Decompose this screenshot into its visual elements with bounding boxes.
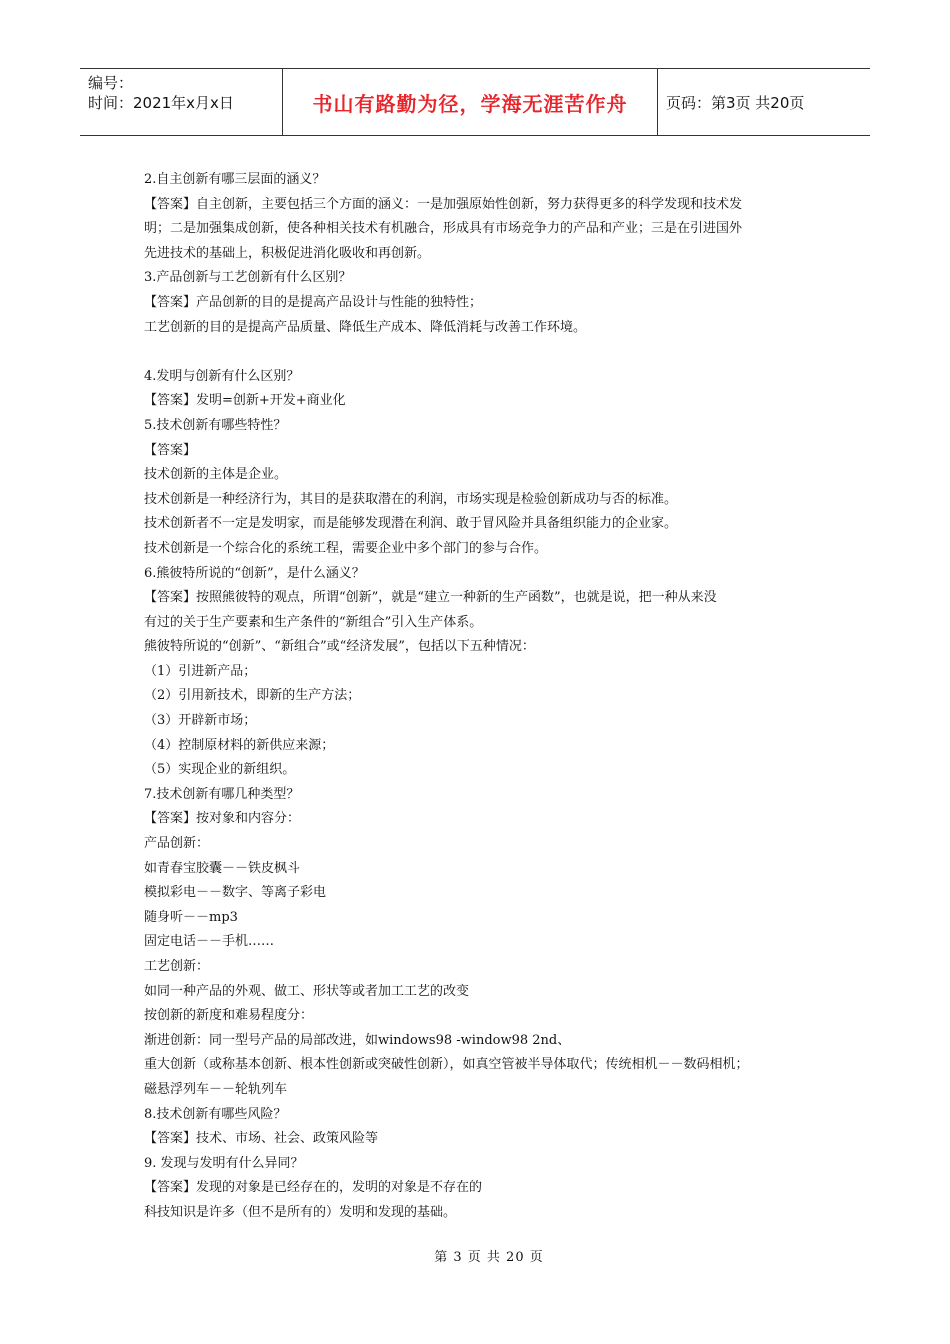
text-line: 如青春宝胶囊－－铁皮枫斗 bbox=[144, 860, 301, 876]
text-line: 磁悬浮列车－－轮轨列车 bbox=[144, 1081, 288, 1097]
text-line: （2）引用新技术，即新的生产方法； bbox=[144, 688, 361, 704]
text-line: 技术创新是一种经济行为，其目的是获取潜在的利润，市场实现是检验创新成功与否的标准。 bbox=[144, 491, 678, 507]
text-line: 按创新的新度和难易程度分： bbox=[144, 1008, 314, 1024]
text-line: 技术创新的主体是企业。 bbox=[144, 467, 288, 483]
page-header bbox=[80, 68, 870, 136]
text-line: 7.技术创新有哪几种类型？ bbox=[144, 786, 300, 802]
text-line: 【答案】按照熊彼特的观点，所谓“创新”，就是“建立一种新的生产函数”，也就是说，把一种从来没 bbox=[144, 590, 717, 606]
text-line: 技术创新是一个综合化的系统工程，需要企业中多个部门的参与合作。 bbox=[144, 540, 548, 556]
text-line: 固定电话－－手机…… bbox=[144, 934, 275, 950]
header-motto-cell bbox=[282, 69, 658, 135]
text-line: 6.熊彼特所说的“创新”，是什么涵义？ bbox=[144, 565, 365, 581]
text-line: 产品创新： bbox=[144, 836, 210, 852]
text-line: 模拟彩电－－数字、等离子彩电 bbox=[144, 885, 327, 901]
header-left-cell bbox=[80, 69, 282, 135]
text-line: 工艺创新的目的是提高产品质量、降低生产成本、降低消耗与改善工作环境。 bbox=[144, 319, 587, 335]
text-line: （4）控制原材料的新供应来源； bbox=[144, 737, 335, 753]
text-line: 【答案】产品创新的目的是提高产品设计与性能的独特性； bbox=[144, 294, 483, 310]
text-line: 【答案】自主创新，主要包括三个方面的涵义：一是加强原始性创新，努力获得更多的科学发现和技术发 bbox=[144, 196, 743, 212]
text-line: （3）开辟新市场； bbox=[144, 713, 257, 729]
text-line: 随身听－－mp3 bbox=[144, 909, 238, 925]
text-line: 9. 发现与发明有什么异同？ bbox=[144, 1155, 304, 1171]
text-line: 【答案】发现的对象是已经存在的，发明的对象是不存在的 bbox=[144, 1180, 483, 1196]
text-line: 5.技术创新有哪些特性？ bbox=[144, 417, 287, 433]
text-line: 如同一种产品的外观、做工、形状等或者加工工艺的改变 bbox=[144, 983, 470, 999]
text-line: 明；二是加强集成创新，使各种相关技术有机融合，形成具有市场竞争力的产品和产业；三是在引进国外 bbox=[144, 221, 743, 237]
text-line: （5）实现企业的新组织。 bbox=[144, 762, 296, 778]
page-footer: 第 3 页 共 20 页 bbox=[434, 1250, 544, 1265]
header-page-cell bbox=[658, 69, 870, 135]
text-line: 工艺创新： bbox=[144, 959, 210, 974]
document-body bbox=[144, 168, 824, 1226]
date-label: 时间：2021年x月x日 bbox=[88, 94, 234, 112]
text-line: （1）引进新产品； bbox=[144, 663, 257, 679]
text-line: 技术创新者不一定是发明家，而是能够发现潜在利润、敢于冒风险并具备组织能力的企业家。 bbox=[144, 516, 678, 532]
text-line: 重大创新（或称基本创新、根本性创新或突破性创新），如真空管被半导体取代；传统相机－－数码相机； bbox=[144, 1057, 749, 1073]
text-line: 先进技术的基础上，积极促进消化吸收和再创新。 bbox=[144, 245, 431, 261]
serial-number-label: 编号： bbox=[88, 74, 134, 92]
page-number-label: 页码：第3页 共20页 bbox=[666, 93, 805, 112]
text-line: 【答案】 bbox=[144, 442, 197, 458]
text-line: 渐进创新：同一型号产品的局部改进，如windows98 -window98 2nd、 bbox=[144, 1032, 571, 1048]
blank-line bbox=[144, 340, 824, 365]
text-line: 4.发明与创新有什么区别？ bbox=[144, 368, 300, 384]
text-line: 8.技术创新有哪些风险？ bbox=[144, 1106, 287, 1122]
text-line: 3.产品创新与工艺创新有什么区别？ bbox=[144, 270, 352, 286]
motto-text: 书山有路勤为径，学海无涯苦作舟 bbox=[312, 91, 628, 116]
text-line: 科技知识是许多（但不是所有的）发明和发现的基础。 bbox=[144, 1204, 457, 1220]
text-line: 【答案】按对象和内容分： bbox=[144, 811, 301, 827]
text-line: 有过的关于生产要素和生产条件的“新组合”引入生产体系。 bbox=[144, 614, 483, 630]
text-line: 【答案】发明=创新+开发+商业化 bbox=[144, 393, 346, 409]
text-line: 2.自主创新有哪三层面的涵义？ bbox=[144, 172, 326, 187]
text-line: 【答案】技术、市场、社会、政策风险等 bbox=[144, 1131, 379, 1147]
text-line: 熊彼特所说的“创新”、“新组合”或“经济发展”，包括以下五种情况： bbox=[144, 639, 535, 655]
